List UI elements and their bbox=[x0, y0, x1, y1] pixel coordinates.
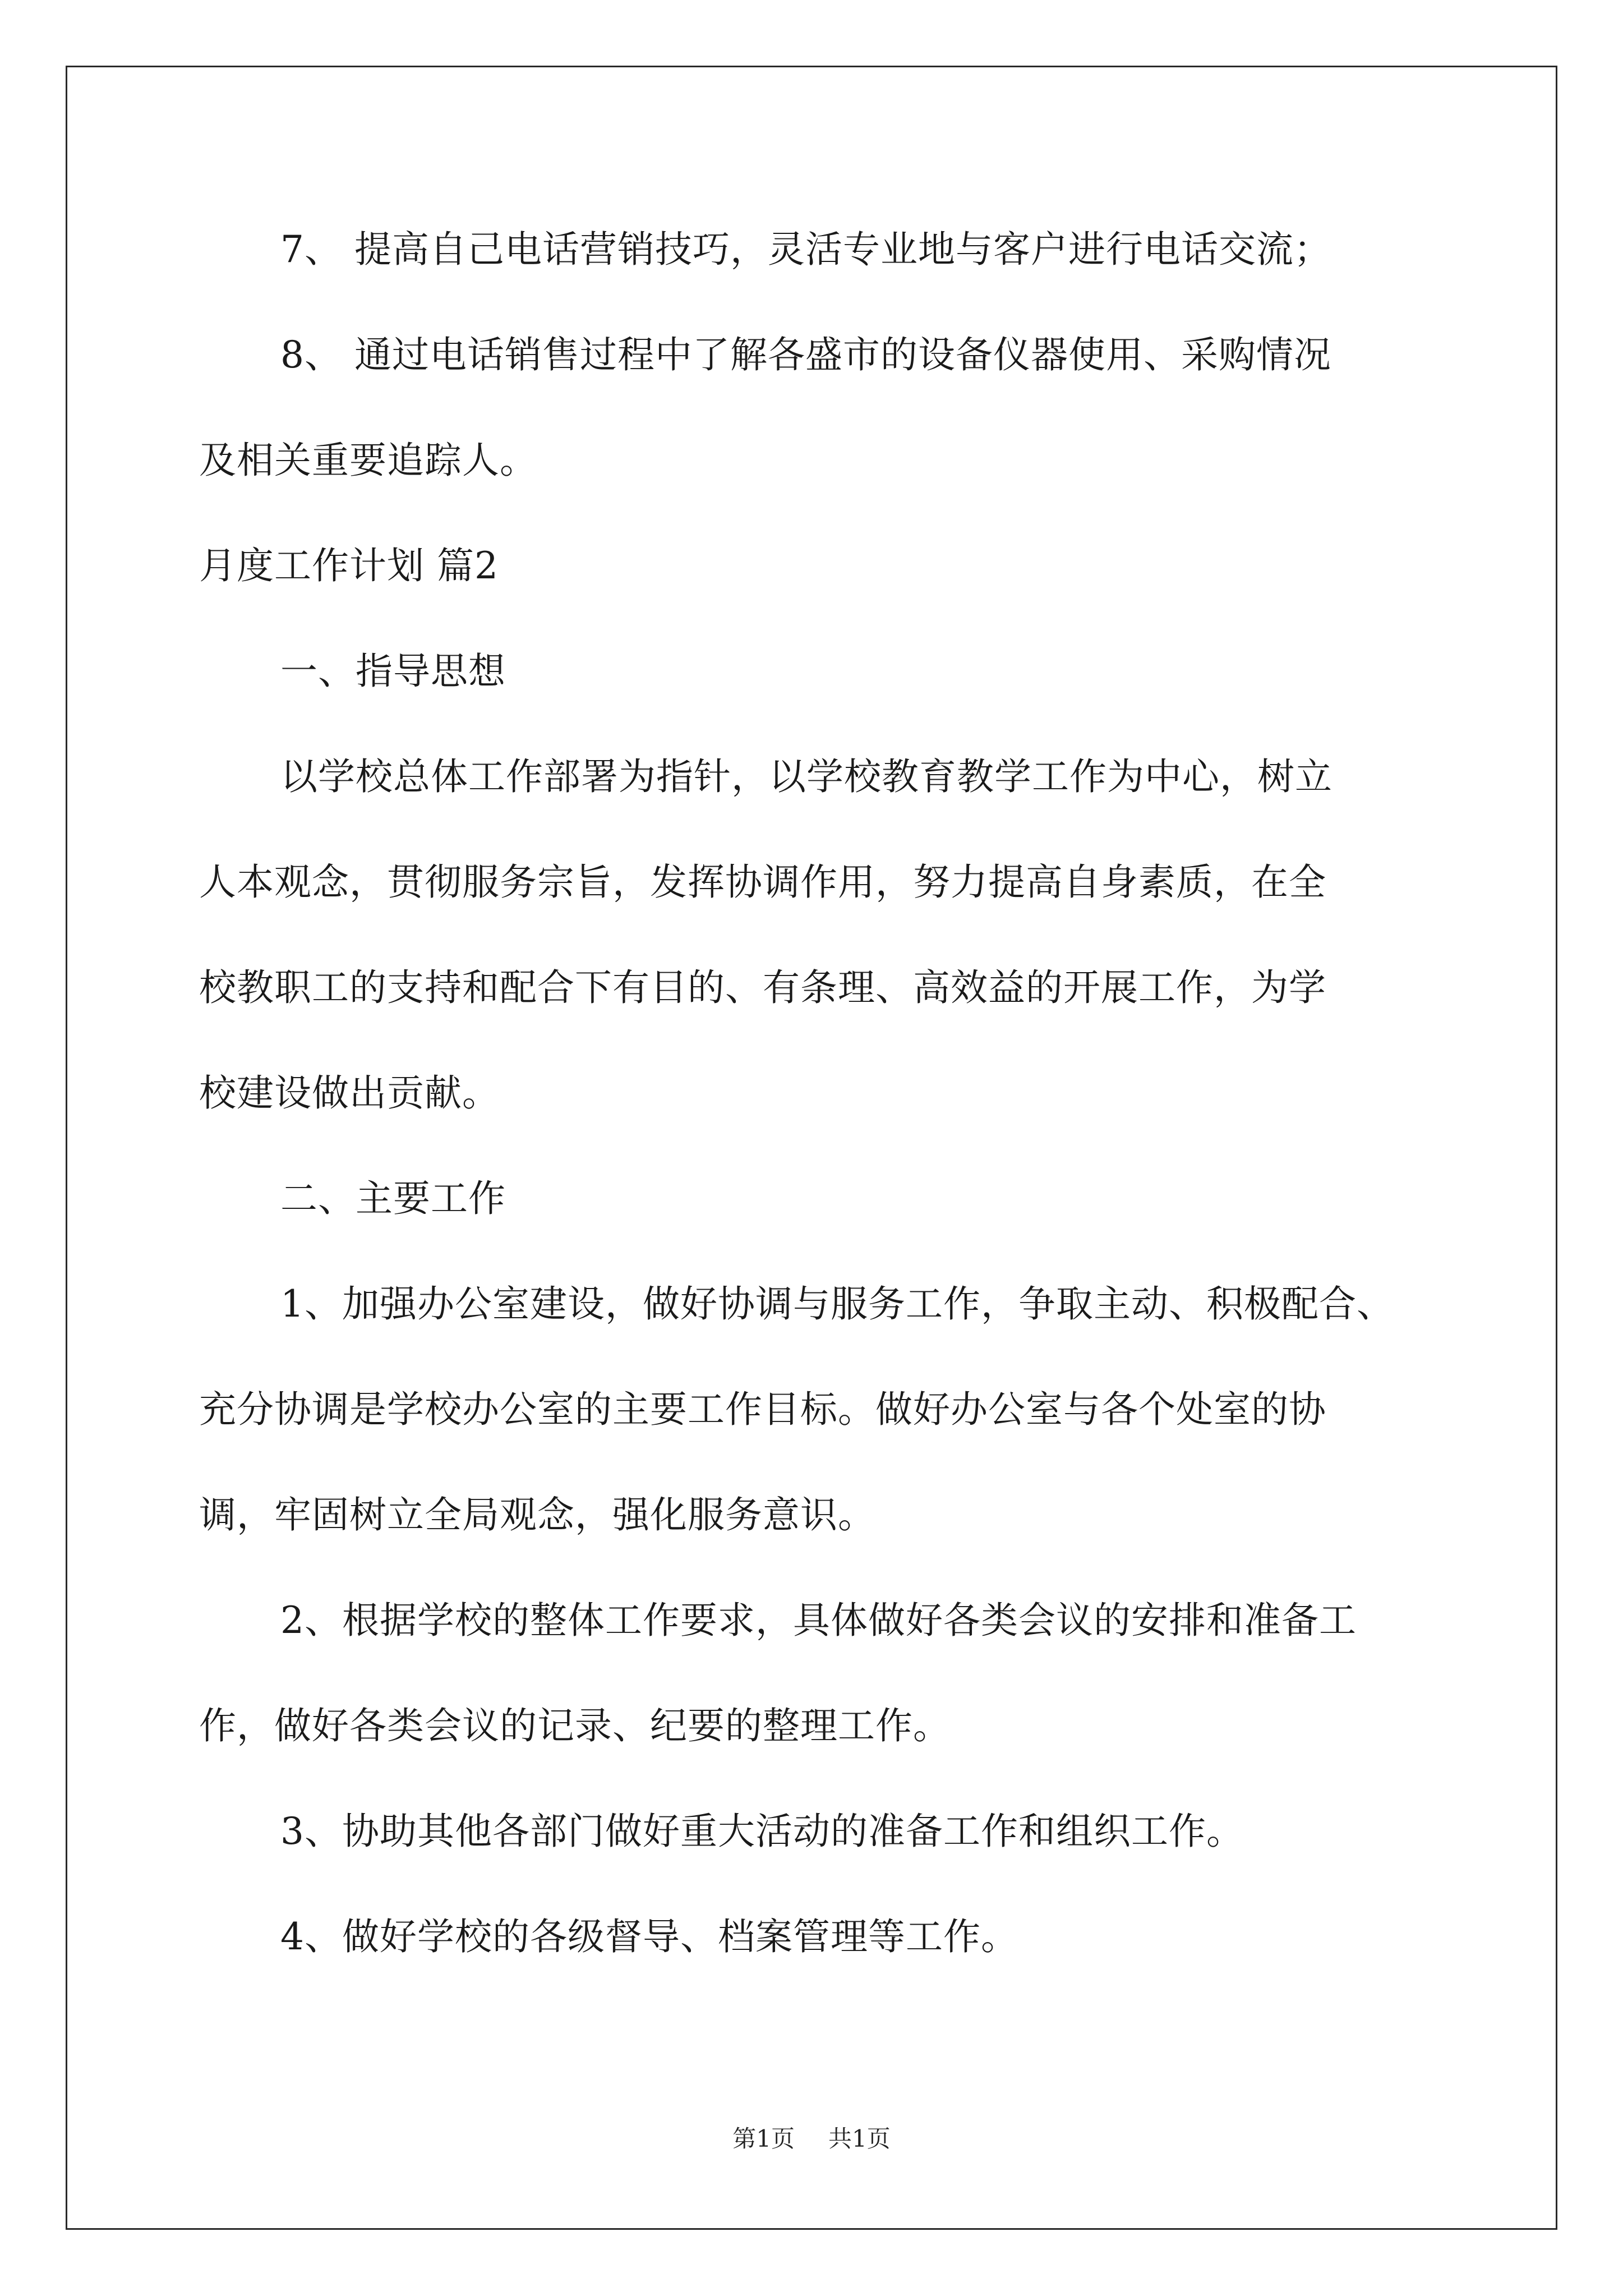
list-item-3: 3、协助其他各部门做好重大活动的准备工作和组织工作。 bbox=[280, 1810, 1244, 1853]
section-heading: 月度工作计划 篇2 bbox=[199, 544, 499, 587]
list-item-8: 8、 通过电话销售过程中了解各盛市的设备仪器使用、采购情况 bbox=[280, 333, 1331, 376]
list-item-2: 2、根据学校的整体工作要求，具体做好各类会议的安排和准备工 bbox=[280, 1599, 1357, 1642]
list-item-1-continued: 调，牢固树立全局观念，强化服务意识。 bbox=[199, 1493, 875, 1536]
page-total: 共1页 bbox=[828, 2125, 891, 2152]
list-item-8-continued: 及相关重要追踪人。 bbox=[199, 439, 537, 482]
list-item-1: 1、加强办公室建设，做好协调与服务工作，争取主动、积极配合、 bbox=[280, 1282, 1394, 1326]
subheading-main-work: 二、主要工作 bbox=[280, 1177, 506, 1220]
paragraph-line: 校建设做出贡献。 bbox=[199, 1071, 500, 1115]
list-item-4: 4、做好学校的各级督导、档案管理等工作。 bbox=[280, 1915, 1018, 1958]
paragraph-line: 人本观念，贯彻服务宗旨，发挥协调作用，努力提高自身素质，在全 bbox=[199, 861, 1326, 904]
paragraph-line: 以学校总体工作部署为指针，以学校教育教学工作为中心，树立 bbox=[280, 755, 1332, 798]
list-item-1-continued: 充分协调是学校办公室的主要工作目标。做好办公室与各个处室的协 bbox=[199, 1388, 1326, 1431]
page-border bbox=[66, 66, 1557, 2230]
list-item-7: 7、 提高自己电话营销技巧，灵活专业地与客户进行电话交流； bbox=[280, 228, 1331, 271]
list-item-2-continued: 作，做好各类会议的记录、纪要的整理工作。 bbox=[199, 1704, 951, 1747]
subheading-guiding-idea: 一、指导思想 bbox=[280, 650, 506, 693]
page-footer bbox=[0, 2123, 1623, 2155]
page-number: 第1页 bbox=[732, 2125, 795, 2152]
paragraph-line: 校教职工的支持和配合下有目的、有条理、高效益的开展工作，为学 bbox=[199, 966, 1326, 1009]
